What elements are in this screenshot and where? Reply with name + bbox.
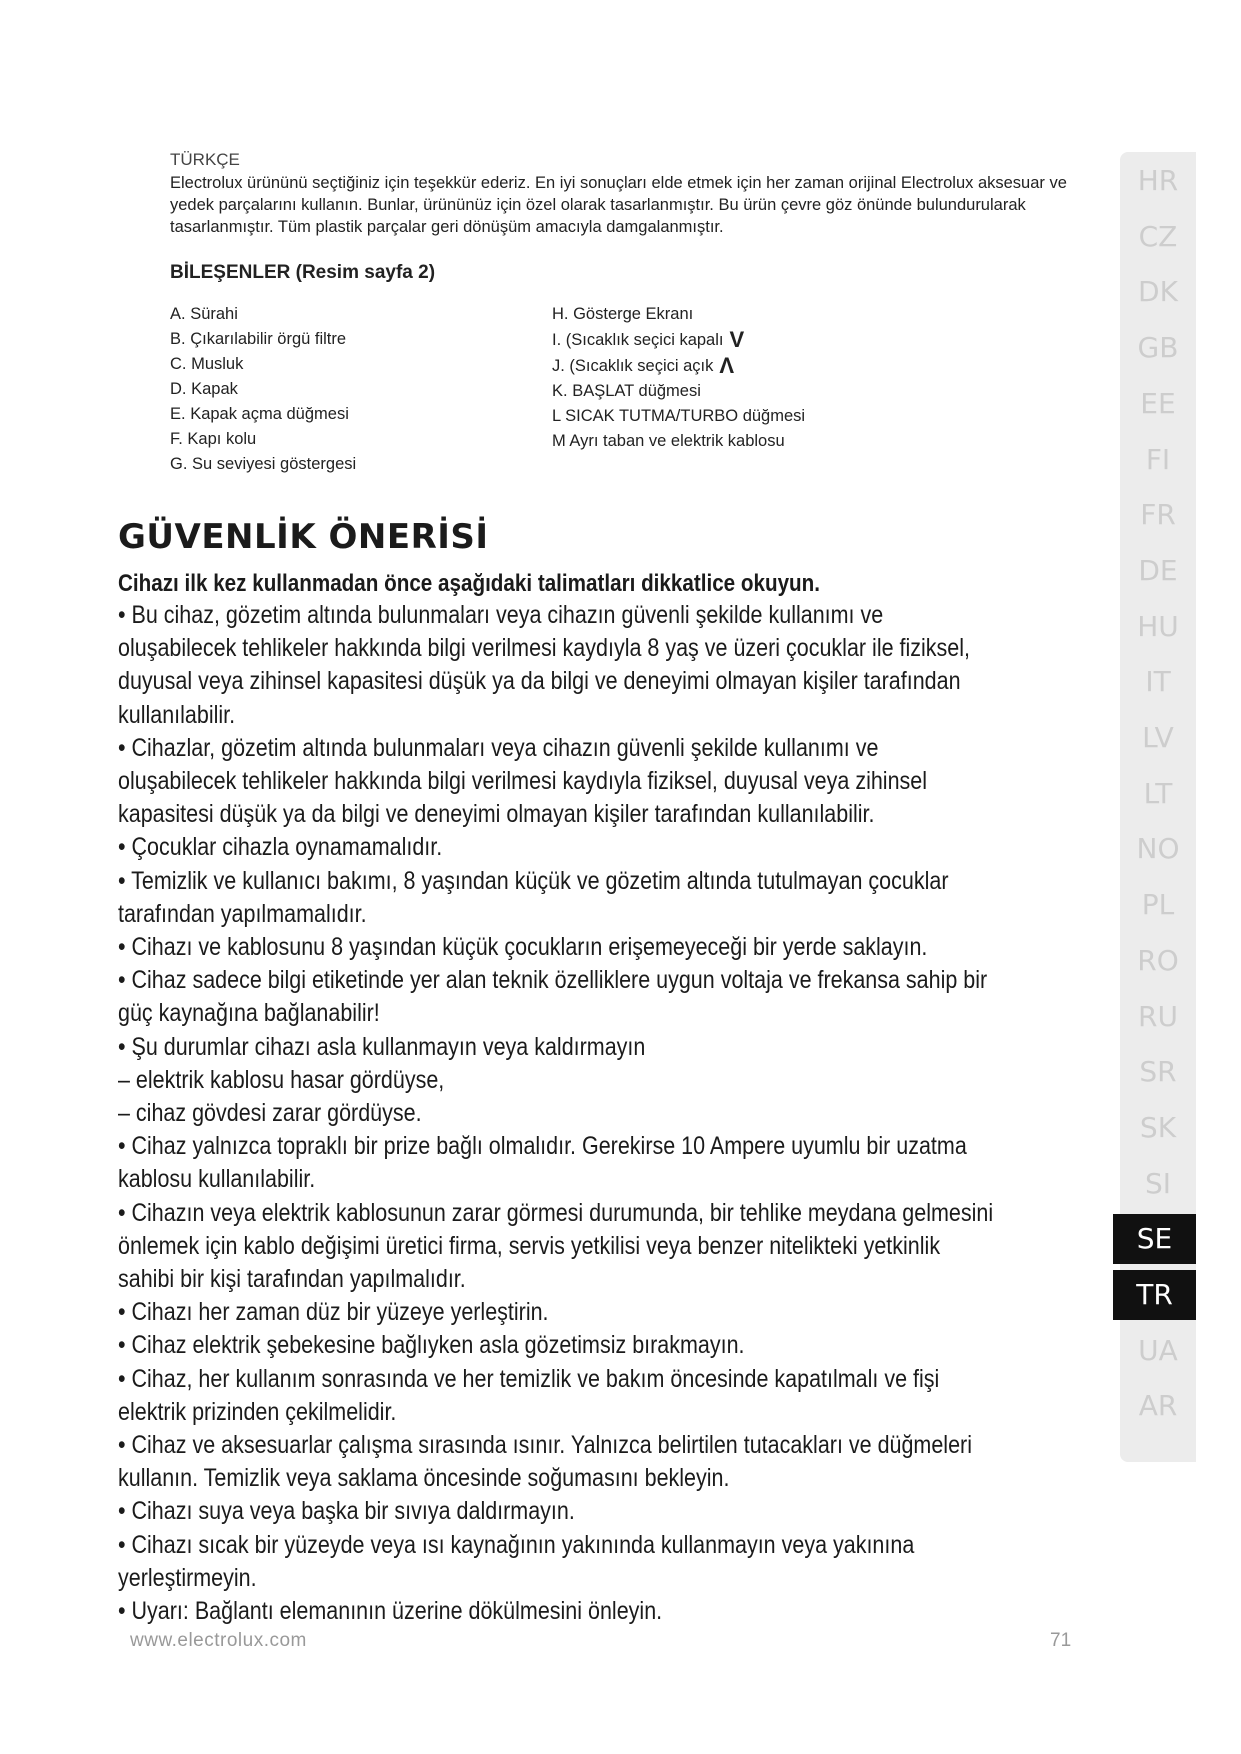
component-label: Ayrı taban ve elektrik kablosu (569, 432, 785, 450)
language-tab-tr[interactable]: TR (1113, 1270, 1196, 1320)
safety-bullet-line: oluşabilecek tehlikeler hakkında bilgi verilmesi kaydıyla fiziksel, duyusal veya zihinsel (118, 767, 928, 796)
safety-bullet-line: • Cihazı her zaman düz bir yüzeye yerleştirin. (118, 1298, 549, 1327)
language-tab-ar[interactable]: AR (1138, 1389, 1178, 1423)
safety-bullet-line: • Cihazı suya veya başka bir sıvıya daldırmayın. (118, 1497, 575, 1526)
safety-bullet-line: • Cihaz, her kullanım sonrasında ve her temizlik ve bakım öncesinde kapatılmalı ve fişi (118, 1364, 940, 1393)
safety-bullet-line: • Bu cihaz, gözetim altında bulunmaları veya cihazın güvenli şekilde kullanımı ve (118, 601, 884, 629)
component-item (552, 353, 805, 379)
safety-bullet-line: yerleştirmeyin. (118, 1563, 257, 1592)
safety-section (118, 515, 1108, 1628)
language-tab-it[interactable]: IT (1145, 665, 1171, 699)
safety-bullet-line: • Şu durumlar cihazı asla kullanmayın veya kaldırmayın (118, 1032, 646, 1061)
language-tab-dk[interactable]: DK (1138, 275, 1178, 309)
safety-bullet-line: oluşabilecek tehlikeler hakkında bilgi verilmesi kaydıyla 8 yaş ve üzeri çocuklar ile fiziksel, (118, 634, 971, 663)
component-label: Sürahi (190, 305, 238, 323)
component-label: Su seviyesi göstergesi (192, 455, 357, 473)
safety-bullet-line: • Cihaz ve aksesuarlar çalışma sırasında ısınır. Yalnızca belirtilen tutacakları ve düğmeleri (118, 1431, 972, 1460)
component-item (170, 352, 356, 377)
safety-bullet-line: önlemek için kablo değişimi üretici firma, servis yetkilisi veya benzer nitelikteki yetkinlik (118, 1231, 941, 1260)
safety-bullet-line: • Cihazlar, gözetim altında bulunmaları veya cihazın güvenli şekilde kullanımı ve (118, 733, 879, 762)
language-tab-se[interactable]: SE (1113, 1214, 1196, 1264)
safety-bullet-line: • Cihaz elektrik şebekesine bağlıyken asla gözetimsiz bırakmayın. (118, 1331, 745, 1360)
component-label: BAŞLAT düğmesi (572, 382, 701, 400)
safety-dash-line: – cihaz gövdesi zarar gördüyse. (118, 1099, 422, 1128)
safety-bullet-line: kullanılabilir. (118, 700, 236, 729)
component-letter: M (552, 432, 570, 450)
component-label: Gösterge Ekranı (573, 305, 694, 323)
component-letter: D. (170, 380, 192, 398)
footer-url: www.electrolux.com (130, 1630, 307, 1651)
safety-bullet-line: • Uyarı: Bağlantı elemanının üzerine dökülmesini önleyin. (118, 1597, 663, 1626)
component-item (170, 427, 356, 452)
language-tab-ua[interactable]: UA (1138, 1333, 1178, 1367)
component-label: Çıkarılabilir örgü filtre (190, 330, 347, 348)
language-tab-gb[interactable]: GB (1137, 331, 1179, 365)
safety-bullet-line: • Cihaz sadece bilgi etiketinde yer alan teknik özelliklere uygun voltaja ve frekansa sahip bir (118, 966, 988, 995)
component-item (552, 429, 805, 454)
component-letter: G. (170, 455, 193, 473)
components-list-right (552, 302, 805, 454)
component-letter: B. (170, 330, 191, 348)
safety-bullet-line: elektrik prizinden çekilmelidir. (118, 1397, 397, 1426)
safety-title: GÜVENLİK ÖNERİSİ (118, 517, 489, 557)
components-title: BİLEŞENLER (Resim sayfa 2) (170, 262, 436, 283)
safety-list (118, 599, 1077, 1628)
safety-bullet-line: kablosu kullanılabilir. (118, 1165, 316, 1194)
component-label: (Sıcaklık seçici kapalı (565, 331, 724, 349)
component-item (170, 327, 356, 352)
component-letter: I. (552, 331, 566, 349)
safety-bullet-line: sahibi bir kişi tarafından yapılmalıdır. (118, 1265, 466, 1294)
language-tab-sr[interactable]: SR (1139, 1055, 1177, 1089)
component-label: Kapı kolu (187, 430, 257, 448)
language-tab-hu[interactable]: HU (1137, 609, 1179, 643)
component-label: Kapak (191, 380, 238, 398)
safety-subtitle: Cihazı ilk kez kullanmadan önce aşağıdaki talimatları dikkatlice okuyun. (118, 570, 821, 597)
component-letter: F. (170, 430, 188, 448)
safety-bullet-line: kapasitesi düşük ya da bilgi ve deneyimi olmayan kişiler tarafından kullanılabilir. (118, 800, 875, 829)
component-label: Musluk (191, 355, 244, 373)
language-tab-lt[interactable]: LT (1143, 776, 1173, 810)
language-tab-lv[interactable]: LV (1142, 721, 1174, 754)
language-tab-no[interactable]: NO (1136, 832, 1180, 866)
component-letter: E. (170, 405, 191, 423)
component-item (552, 327, 805, 353)
safety-bullet-line: • Cihazın veya elektrik kablosunun zarar görmesi durumunda, bir tehlike meydana gelmesini (118, 1198, 994, 1227)
component-letter: J. (552, 357, 570, 375)
component-item (552, 404, 805, 429)
intro-paragraph: Electrolux ürününü seçtiğiniz için teşekkür ederiz. En iyi sonuçları elde etmek için her zaman orijinal Electrolux aksesuar ve yedek parçalarını kullanın. Bunlar, ürününüz için özel olarak tasarlanmıştır. Bu ürün çevre göz önünde bulundurularak tasarlanmıştır. Tüm plastik parçalar geri dönüşüm amacıyla damgalanmıştır. (170, 174, 1067, 236)
component-item (552, 379, 805, 404)
chevron-up-icon: Λ (719, 353, 735, 378)
safety-bullet-line: tarafından yapılmamalıdır. (118, 899, 367, 928)
component-label: (Sıcaklık seçici açık (569, 357, 714, 375)
component-label: Kapak açma düğmesi (190, 405, 349, 423)
language-tab-strip (1120, 152, 1196, 1462)
components-list-left (170, 302, 356, 477)
safety-dash-line: – elektrik kablosu hasar gördüyse, (118, 1065, 445, 1094)
language-tab-hr[interactable]: HR (1137, 164, 1179, 197)
component-item (170, 402, 356, 427)
component-letter: H. (552, 305, 574, 323)
language-tab-cz[interactable]: CZ (1138, 219, 1178, 253)
language-tab-ru[interactable]: RU (1138, 999, 1178, 1033)
safety-bullet-line: • Cihazı ve kablosunu 8 yaşından küçük çocukların erişemeyeceği bir yerde saklayın. (118, 933, 928, 962)
safety-bullet-line: duyusal veya zihinsel kapasitesi düşük ya da bilgi ve deneyimi olmayan kişiler tarafından (118, 667, 961, 696)
component-letter: A. (170, 305, 191, 323)
language-tab-de[interactable]: DE (1138, 553, 1178, 587)
language-tab-fr[interactable]: FR (1140, 498, 1176, 532)
chevron-down-icon: V (729, 327, 745, 352)
language-tab-sk[interactable]: SK (1139, 1110, 1177, 1144)
component-label: SICAK TUTMA/TURBO düğmesi (565, 407, 806, 425)
component-item (170, 302, 356, 327)
safety-bullet-line: • Cihaz yalnızca topraklı bir prize bağlı olmalıdır. Gerekirse 10 Ampere uyumlu bir uzatma (118, 1132, 967, 1161)
intro-section (170, 150, 1100, 238)
language-tab-fi[interactable]: FI (1145, 442, 1171, 476)
component-item (170, 377, 356, 402)
language-tab-si[interactable]: SI (1144, 1166, 1172, 1200)
safety-bullet-line: • Cihazı sıcak bir yüzeyde veya ısı kaynağının yakınında kullanmayın veya yakınına (118, 1530, 915, 1559)
safety-bullet-line: • Çocuklar cihazla oynamamalıdır. (118, 833, 443, 862)
safety-bullet-line: kullanın. Temizlik veya saklama öncesinde soğumasını bekleyin. (118, 1464, 730, 1493)
component-letter: L (552, 407, 566, 425)
language-tab-ro[interactable]: RO (1137, 943, 1179, 977)
language-tab-ee[interactable]: EE (1140, 386, 1176, 420)
component-item (552, 302, 805, 327)
component-letter: K. (552, 382, 573, 400)
component-letter: C. (170, 355, 192, 373)
safety-bullet-line: güç kaynağına bağlanabilir! (118, 999, 380, 1028)
language-tab-pl[interactable]: PL (1141, 888, 1175, 922)
language-label: TÜRKÇE (170, 150, 240, 169)
safety-bullet-line: • Temizlik ve kullanıcı bakımı, 8 yaşından küçük ve gözetim altında tutulmayan çocuklar (118, 866, 949, 895)
component-item (170, 452, 356, 477)
page-number: 71 (1050, 1630, 1072, 1651)
